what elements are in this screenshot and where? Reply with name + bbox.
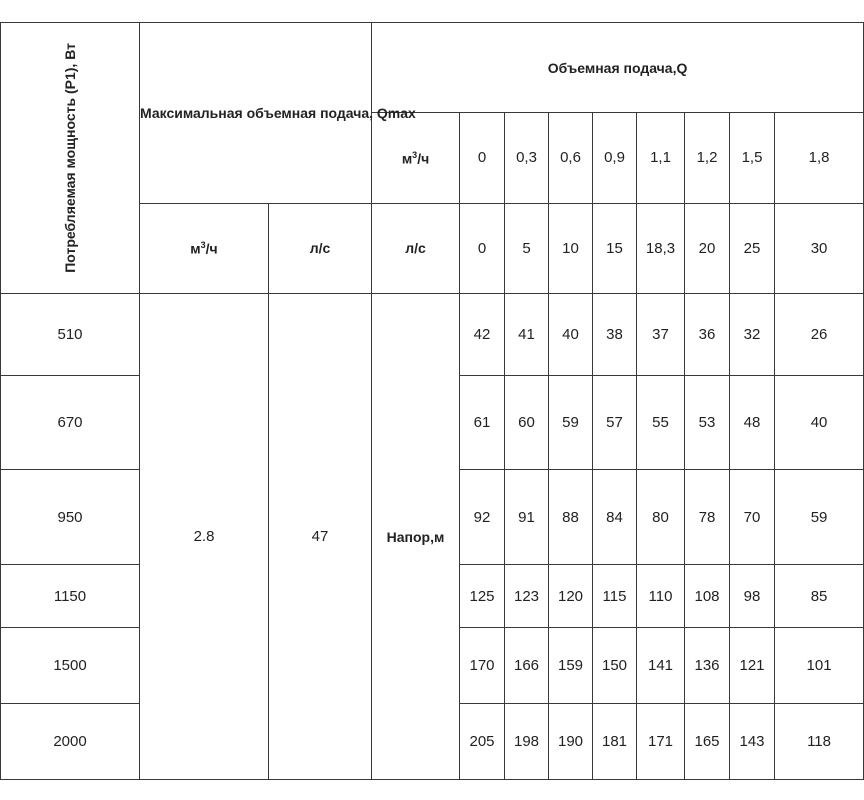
head-value: 198: [505, 704, 549, 780]
head-value: 181: [593, 704, 637, 780]
head-value: 141: [637, 628, 685, 704]
head-value: 78: [685, 470, 730, 565]
qmax-unit-m3h: $м^3/ч$: [140, 203, 269, 293]
head-value: 121: [730, 628, 775, 704]
qmax-m3h-value: 2.8: [140, 294, 269, 780]
head-value: 59: [549, 376, 593, 470]
head-value: 118: [775, 704, 864, 780]
flow-ls-value: 25: [730, 203, 775, 293]
head-value: 166: [505, 628, 549, 704]
flow-m3h-value: 1,5: [730, 113, 775, 203]
qmax-ls-value: 47: [269, 294, 372, 780]
head-value: 57: [593, 376, 637, 470]
power-header-cell: [1, 23, 140, 294]
qmax-unit-ls: л/с: [269, 203, 372, 293]
head-value: 136: [685, 628, 730, 704]
flow-ls-value: 20: [685, 203, 730, 293]
flow-m3h-value: 0,9: [593, 113, 637, 203]
pump-spec-table: [0, 22, 864, 780]
head-value: 143: [730, 704, 775, 780]
head-value: 42: [460, 294, 505, 376]
flow-ls-value: 18,3: [637, 203, 685, 293]
head-value: 159: [549, 628, 593, 704]
power-value: 670: [1, 376, 140, 470]
head-label: Напор,м: [372, 294, 460, 780]
flow-ls-value: 0: [460, 203, 505, 293]
head-value: 125: [460, 565, 505, 628]
head-value: 88: [549, 470, 593, 565]
flow-ls-value: 10: [549, 203, 593, 293]
head-value: 40: [549, 294, 593, 376]
head-value: 32: [730, 294, 775, 376]
head-value: 26: [775, 294, 864, 376]
flow-m3h-value: 1,1: [637, 113, 685, 203]
head-value: 70: [730, 470, 775, 565]
head-value: 37: [637, 294, 685, 376]
head-value: 91: [505, 470, 549, 565]
power-value: 510: [1, 294, 140, 376]
head-value: 59: [775, 470, 864, 565]
flow-ls-value: 5: [505, 203, 549, 293]
table-row: [1, 294, 864, 376]
head-value: 92: [460, 470, 505, 565]
qmax-header: Максимальная объемная подача, Qmax: [140, 23, 372, 204]
head-value: 55: [637, 376, 685, 470]
power-value: 950: [1, 470, 140, 565]
flow-m3h-value: 1,8: [775, 113, 864, 203]
power-value: 1500: [1, 628, 140, 704]
power-value: 2000: [1, 704, 140, 780]
head-value: 165: [685, 704, 730, 780]
head-value: 190: [549, 704, 593, 780]
head-value: 41: [505, 294, 549, 376]
head-value: 170: [460, 628, 505, 704]
head-value: 108: [685, 565, 730, 628]
flow-unit-ls: л/с: [372, 203, 460, 293]
flow-m3h-value: 0,3: [505, 113, 549, 203]
power-value: 1150: [1, 565, 140, 628]
power-header: Потребляемая мощность (P1), Вт: [62, 43, 78, 273]
flow-ls-value: 15: [593, 203, 637, 293]
head-value: 80: [637, 470, 685, 565]
head-value: 61: [460, 376, 505, 470]
head-value: 98: [730, 565, 775, 628]
head-value: 38: [593, 294, 637, 376]
head-value: 84: [593, 470, 637, 565]
flow-ls-value: 30: [775, 203, 864, 293]
flow-m3h-value: 1,2: [685, 113, 730, 203]
head-value: 171: [637, 704, 685, 780]
head-value: 48: [730, 376, 775, 470]
head-value: 110: [637, 565, 685, 628]
head-value: 60: [505, 376, 549, 470]
head-value: 150: [593, 628, 637, 704]
head-value: 85: [775, 565, 864, 628]
flow-header: Объемная подача,Q: [372, 23, 864, 113]
head-value: 101: [775, 628, 864, 704]
head-value: 40: [775, 376, 864, 470]
head-value: 123: [505, 565, 549, 628]
flow-m3h-value: 0,6: [549, 113, 593, 203]
top-margin: [0, 0, 800, 22]
head-value: 36: [685, 294, 730, 376]
head-value: 205: [460, 704, 505, 780]
head-value: 53: [685, 376, 730, 470]
flow-unit-m3h: $м^3/ч$: [372, 113, 460, 203]
head-value: 120: [549, 565, 593, 628]
head-value: 115: [593, 565, 637, 628]
flow-m3h-value: 0: [460, 113, 505, 203]
